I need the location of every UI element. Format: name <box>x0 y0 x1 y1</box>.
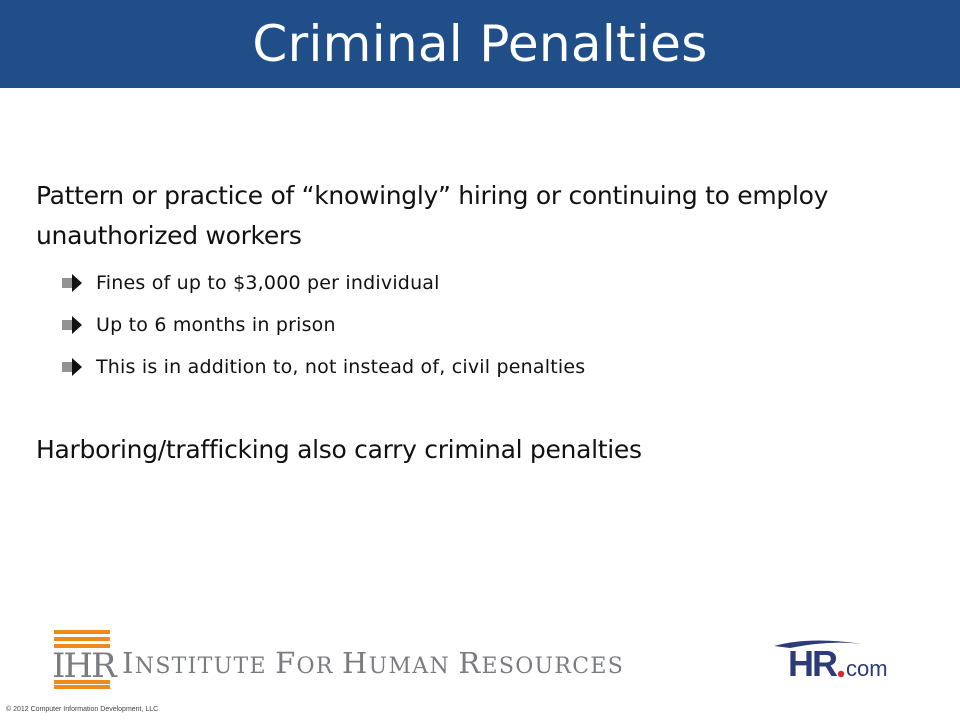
slide-title: Criminal Penalties <box>252 15 708 73</box>
hrcom-logo <box>770 636 910 686</box>
svg-text:IHR: IHR <box>52 646 115 686</box>
bullet-item <box>62 308 585 350</box>
bullet-list <box>62 266 585 392</box>
bullet-text: This is in addition to, not instead of, civil penalties <box>96 356 586 378</box>
copyright-notice: © 2012 Computer Information Development, LLC <box>6 706 159 713</box>
arrow-bullet-icon <box>62 358 82 376</box>
bullet-item <box>62 350 585 392</box>
institute-for-human-resources-wordmark: INSTITUTE FOR HUMAN RESOURCES <box>122 646 625 680</box>
paragraph-harboring: Harboring/trafficking also carry criminal penalties <box>36 435 642 464</box>
svg-text:HR: HR <box>788 643 836 684</box>
arrow-bullet-icon <box>62 274 82 292</box>
arrow-bullet-icon <box>62 316 82 334</box>
ihr-logo <box>50 628 120 690</box>
bullet-item <box>62 266 585 308</box>
paragraph-pattern-or-practice: Pattern or practice of “knowingly” hiring or continuing to employ unauthorized workers <box>36 181 829 250</box>
bullet-text: Up to 6 months in prison <box>96 314 336 336</box>
svg-text:com: com <box>846 656 888 681</box>
bullet-text: Fines of up to $3,000 per individual <box>96 272 440 294</box>
